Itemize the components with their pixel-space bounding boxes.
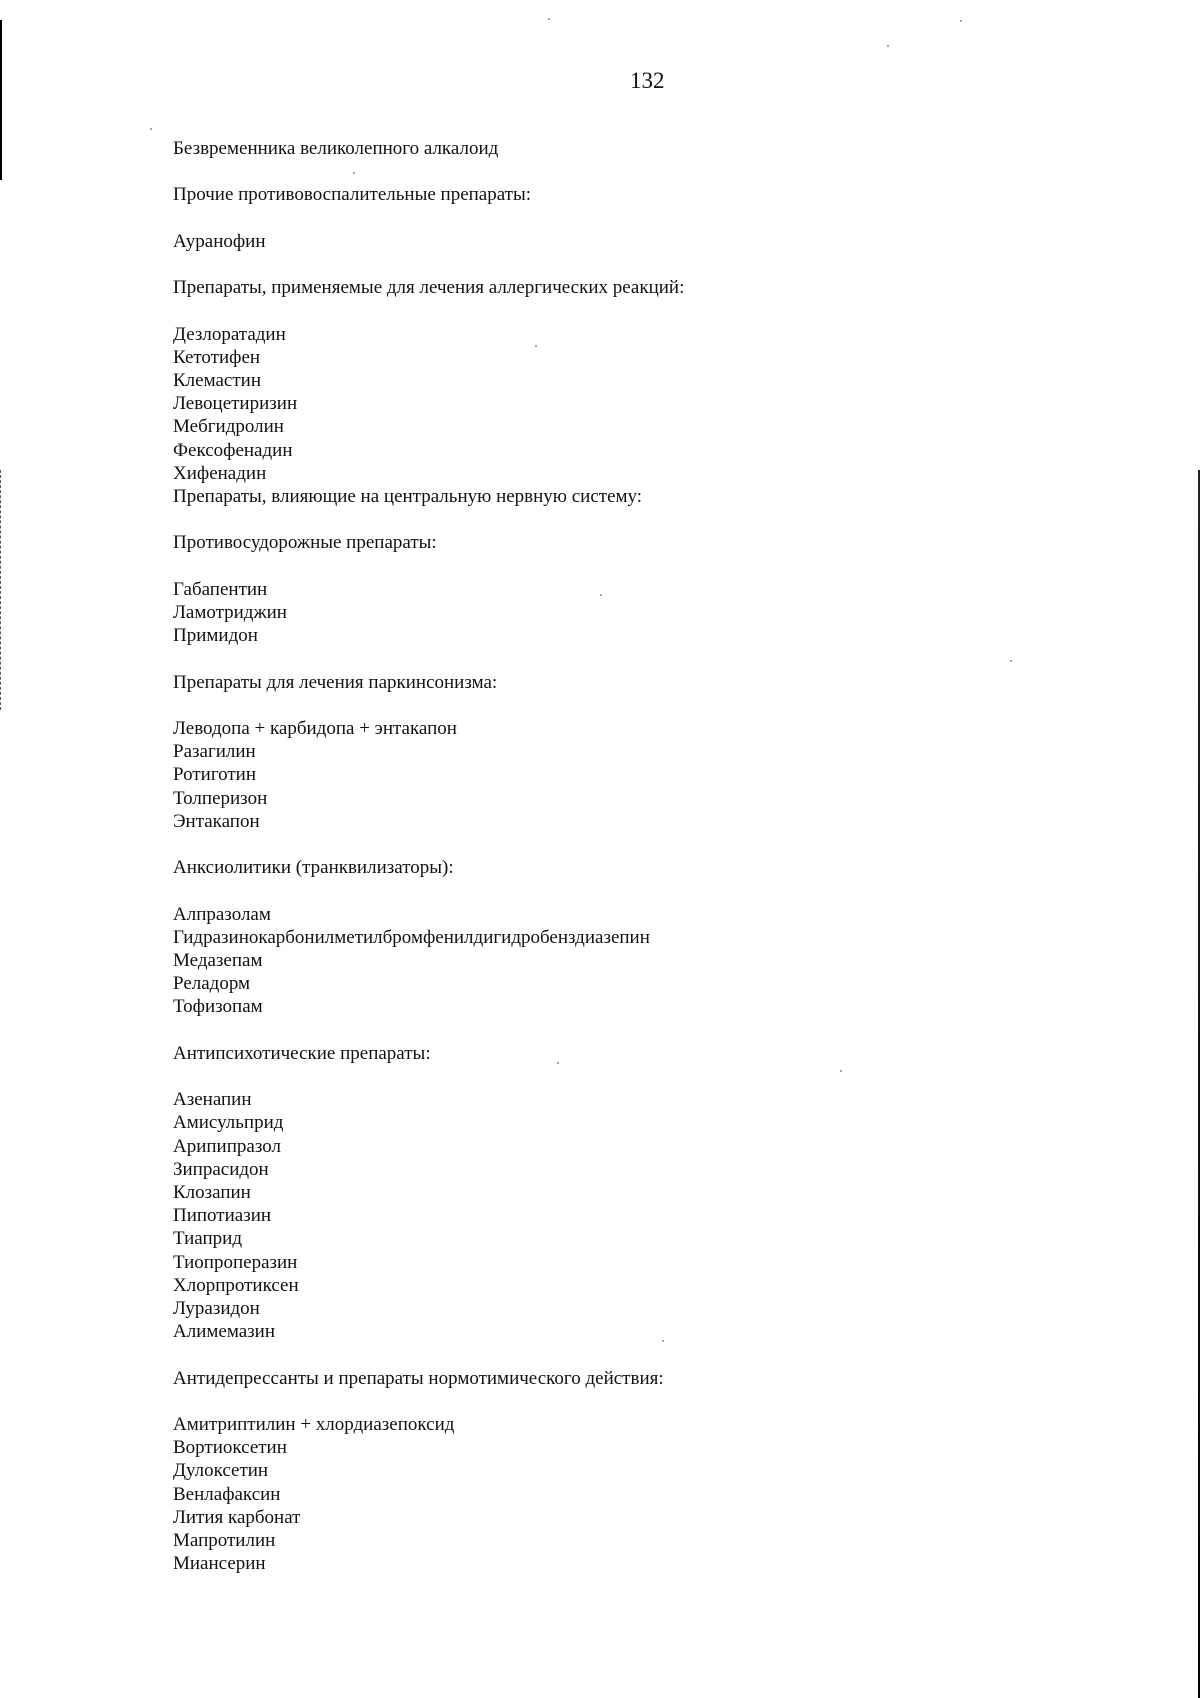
list-item: Алимемазин: [173, 1321, 275, 1343]
block-10: [173, 903, 1120, 1019]
blank-line: [173, 1065, 1120, 1088]
block-6: [173, 578, 1120, 648]
list-item: Пипотиазин: [173, 1205, 272, 1227]
list-item: Клемастин: [173, 369, 261, 391]
blank-line: [173, 694, 1120, 717]
list-item: Толперизон: [173, 787, 268, 809]
block-2: [173, 230, 1120, 253]
blank-line: [173, 555, 1120, 578]
block-13: [173, 1367, 1120, 1390]
page-number: 132: [630, 68, 665, 93]
list-item: Хлорпротиксен: [173, 1274, 299, 1296]
list-item: Энтакапон: [173, 810, 260, 832]
list-item: Лития карбонат: [173, 1506, 301, 1528]
list-item: Луразидон: [173, 1297, 260, 1319]
list-item: Леводопа + карбидопа + энтакапон: [173, 717, 457, 739]
scan-edge-left: [0, 20, 2, 180]
block-9: [173, 856, 1120, 879]
list-item: Миансерин: [173, 1553, 266, 1575]
section-heading: Препараты, влияющие на центральную нервную систему:: [173, 485, 643, 507]
list-item: Кетотифен: [173, 346, 261, 368]
blank-line: [173, 160, 1120, 183]
section-heading: Антидепрессанты и препараты нормотимического действия:: [173, 1367, 664, 1389]
list-item: Азенапин: [173, 1089, 252, 1111]
section-heading: Анксиолитики (транквилизаторы):: [173, 857, 454, 879]
block-12: [173, 1088, 1120, 1343]
list-item: Ламотриджин: [173, 601, 287, 623]
block-0: [173, 137, 1120, 160]
list-item: Тиопроперазин: [173, 1251, 298, 1273]
list-item: Ауранофин: [173, 230, 266, 252]
blank-line: [173, 1343, 1120, 1366]
list-item: Гидразинокарбонилметилбромфенилдигидробенздиазепин: [173, 926, 650, 948]
blank-line: [173, 207, 1120, 230]
block-11: [173, 1042, 1120, 1065]
block-5: [173, 531, 1120, 554]
list-item: Габапентин: [173, 578, 268, 600]
block-8: [173, 717, 1120, 833]
list-item: Мебгидролин: [173, 416, 284, 438]
blank-line: [173, 1019, 1120, 1042]
section-heading: Антипсихотические препараты:: [173, 1042, 431, 1064]
block-14: [173, 1413, 1120, 1575]
blank-line: [173, 647, 1120, 670]
list-item: Медазепам: [173, 949, 263, 971]
blank-line: [173, 879, 1120, 902]
list-item: Ротиготин: [173, 764, 257, 786]
block-3: [173, 276, 1120, 299]
blank-line: [173, 299, 1120, 322]
section-heading: Препараты для лечения паркинсонизма:: [173, 671, 498, 693]
list-item: Зипрасидон: [173, 1158, 269, 1180]
list-item: Реладорм: [173, 973, 251, 995]
list-item: Амисульприд: [173, 1112, 284, 1134]
list-item: Тиаприд: [173, 1228, 242, 1250]
blank-line: [173, 833, 1120, 856]
list-item: Амитриптилин + хлордиазепоксид: [173, 1413, 455, 1435]
list-item: Дезлоратадин: [173, 323, 286, 345]
list-item: Разагилин: [173, 741, 256, 763]
list-item: Мапротилин: [173, 1529, 276, 1551]
list-item: Венлафаксин: [173, 1483, 281, 1505]
scan-speck: [960, 20, 962, 22]
scan-speck: [548, 18, 550, 20]
scan-edge-left-dashed: [0, 470, 2, 710]
list-item: Фексофенадин: [173, 439, 293, 461]
list-item: Арипипразол: [173, 1135, 281, 1157]
list-item: Тофизопам: [173, 996, 263, 1018]
section-heading: Противосудорожные препараты:: [173, 532, 437, 554]
document-body: [173, 137, 1120, 1575]
list-item: Алпразолам: [173, 903, 271, 925]
text-line: Безвременника великолепного алкалоид: [173, 138, 499, 159]
list-item: Левоцетиризин: [173, 393, 298, 415]
block-7: [173, 671, 1120, 694]
blank-line: [173, 1390, 1120, 1413]
section-heading: Препараты, применяемые для лечения аллергических реакций:: [173, 277, 685, 299]
list-item: Хифенадин: [173, 462, 267, 484]
list-item: Вортиоксетин: [173, 1437, 287, 1459]
blank-line: [173, 508, 1120, 531]
block-4: [173, 323, 1120, 509]
block-1: [173, 183, 1120, 206]
section-heading: Прочие противовоспалительные препараты:: [173, 184, 532, 206]
scan-speck: [887, 45, 889, 47]
list-item: Дулоксетин: [173, 1460, 269, 1482]
list-item: Примидон: [173, 625, 258, 647]
list-item: Клозапин: [173, 1181, 251, 1203]
scan-speck: [150, 128, 152, 130]
blank-line: [173, 253, 1120, 276]
